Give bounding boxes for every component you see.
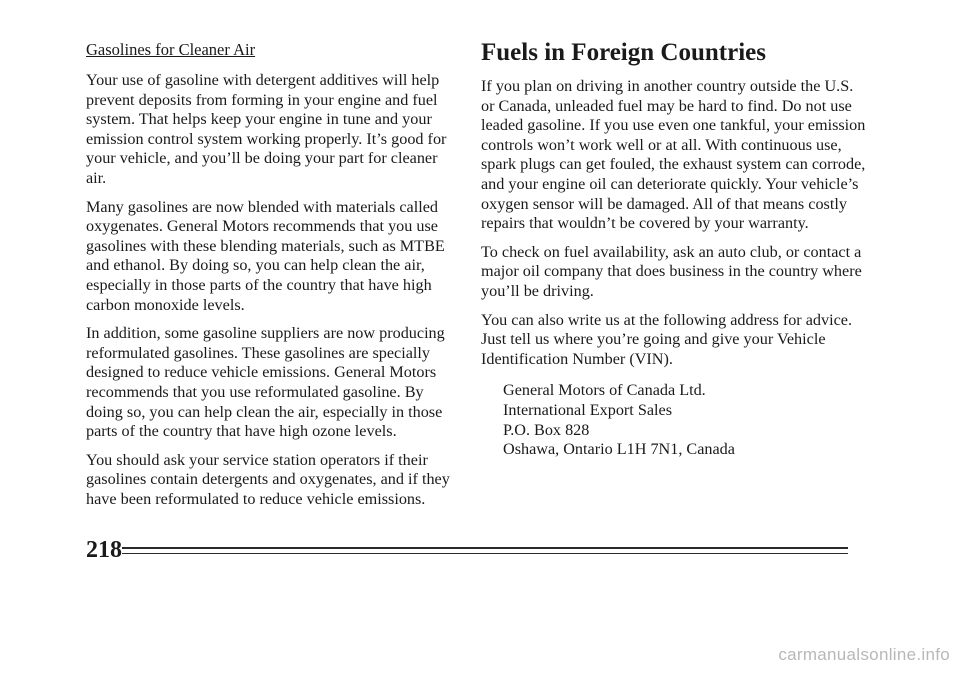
- footer-rule-thick: [122, 547, 848, 549]
- paragraph: Many gasolines are now blended with materials called oxygenates. General Motors recommends that you use gasolines with these blending materials, such as MTBE and ethanol. By doing so, you can help clean the air, especially in those parts of the country that have high carbon monoxide levels.: [86, 197, 445, 314]
- page-footer: [86, 536, 848, 564]
- page-number: 218: [86, 537, 122, 563]
- paragraph: Your use of gasoline with detergent additives will help prevent deposits from forming in your engine and fuel system. That helps keep your engine in tune and your emission control system working properly. It’s good for your vehicle, and you’ll be doing your part for cleaner air.: [86, 71, 447, 187]
- paragraph: In addition, some gasoline suppliers are now producing reformulated gasolines. These gasolines are specially designed to reduce vehicle emissions. General Motors recommends that you use reformulated gasoline. By doing so, you can help clean the air, especially in those parts of the country that have high ozone levels.: [86, 324, 445, 441]
- address-line: General Motors of Canada Ltd.: [503, 381, 706, 400]
- paragraph: If you plan on driving in another country outside the U.S. or Canada, unleaded fuel may be hard to find. Do not use leaded gasoline. If you use even one tankful, your emission controls won’t work well or at all. With continuous use, spark plugs can get fouled, the exhaust system can corrode, and your engine oil can deteriorate quickly. Your vehicle’s oxygen sensor will be damaged. All of that means costly repairs that wouldn’t be covered by your warranty.: [481, 77, 866, 233]
- section-subheading: Gasolines for Cleaner Air: [86, 40, 256, 59]
- paragraph: To check on fuel availability, ask an auto club, or contact a major oil company that does business in the country where you’ll be driving.: [481, 242, 862, 300]
- footer-rule-thin: [122, 553, 848, 554]
- section-heading: Fuels in Foreign Countries: [481, 39, 766, 66]
- site-watermark: carmanualsonline.info: [778, 645, 950, 664]
- left-column: [86, 40, 456, 518]
- address-line: Oshawa, Ontario L1H 7N1, Canada: [503, 440, 735, 459]
- paragraph: You can also write us at the following address for advice. Just tell us where you’re going and give your Vehicle Identification Number (VIN).: [481, 310, 853, 368]
- address-line: P.O. Box 828: [503, 420, 590, 439]
- address-line: International Export Sales: [503, 400, 673, 419]
- mailing-address: [503, 381, 866, 459]
- paragraph: You should ask your service station operators if their gasolines contain detergents and oxygenates, and if they have been reformulated to reduce vehicle emissions.: [86, 450, 450, 508]
- right-column: [481, 40, 866, 460]
